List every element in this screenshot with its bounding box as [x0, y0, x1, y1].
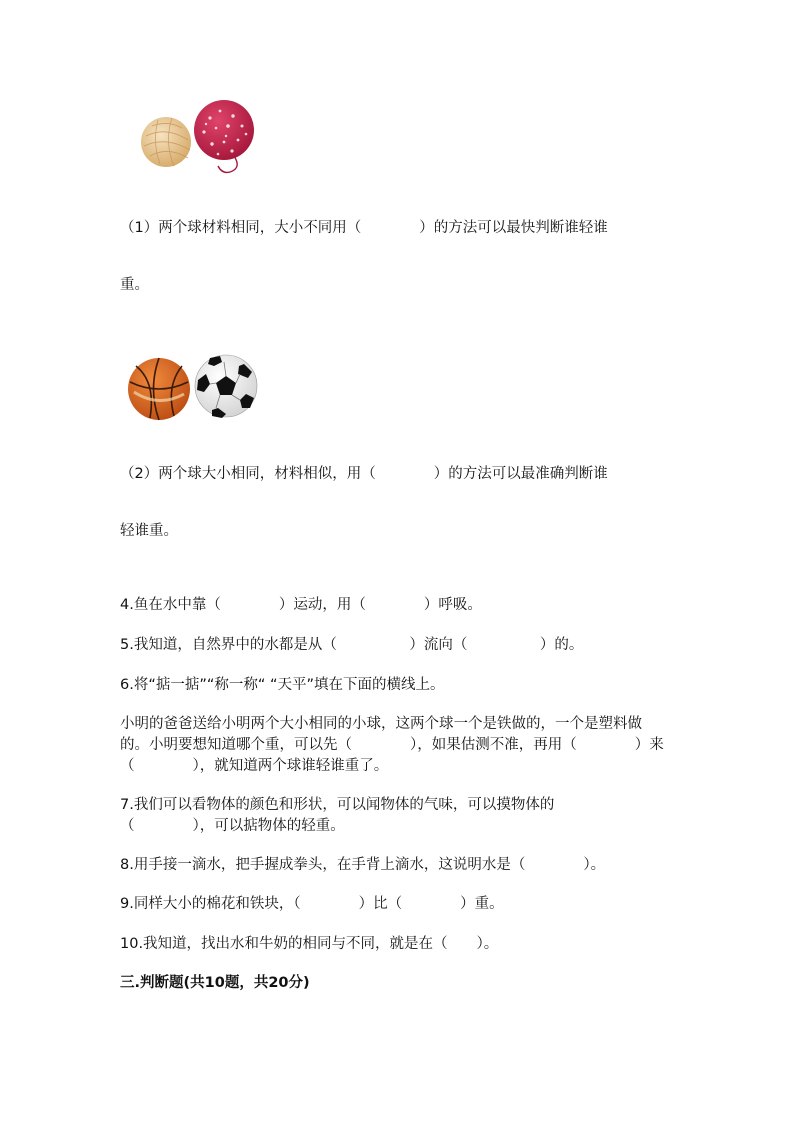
question-8: 8.用手接一滴水，把手握成拳头，在手背上滴水，这说明水是（ ）。 [120, 857, 606, 873]
question-7-line2: （ ），可以掂物体的轻重。 [120, 818, 345, 834]
yarn-balls-image [138, 96, 268, 176]
question-6-body: 小明的爸爸送给小明两个大小相同的小球，这两个球一个是铁做的，一个是塑料做的。小明要想知道哪个重，可以先（ ），如果估测不准，再用（ ）来（ ），就知道两个球谁轻谁重了。 [120, 716, 664, 774]
question-4: 4.鱼在水中靠（ ）运动，用（ ）呼吸。 [120, 597, 482, 613]
question-sub1-line2: 重。 [120, 277, 149, 293]
section-3-heading: 三.判断题(共10题，共20分) [120, 975, 310, 991]
basketball-icon [128, 358, 190, 420]
question-7-line1: 7.我们可以看物体的颜色和形状，可以闻物体的气味，可以摸物体的 [120, 797, 555, 813]
question-sub1-line1: （1）两个球材料相同，大小不同用（ ）的方法可以最快判断谁轻谁 [120, 220, 608, 236]
question-6: 6.将“掂一掂”“称一称“ “天平”填在下面的横线上。 [120, 677, 445, 693]
red-yarn-ball [194, 100, 254, 160]
question-10: 10.我知道，找出水和牛奶的相同与不同，就是在（ ）。 [120, 936, 499, 952]
question-sub2-line1: （2）两个球大小相同，材料相似，用（ ）的方法可以最准确判断谁 [120, 466, 608, 482]
basketball-and-soccer-ball-image [126, 352, 260, 422]
question-sub2-line2: 轻谁重。 [120, 523, 178, 539]
question-9: 9.同样大小的棉花和铁块，（ ）比（ ）重。 [120, 896, 504, 912]
soccer-ball-icon [195, 355, 257, 418]
question-5: 5.我知道，自然界中的水都是从（ ）流向（ ）的。 [120, 637, 584, 653]
